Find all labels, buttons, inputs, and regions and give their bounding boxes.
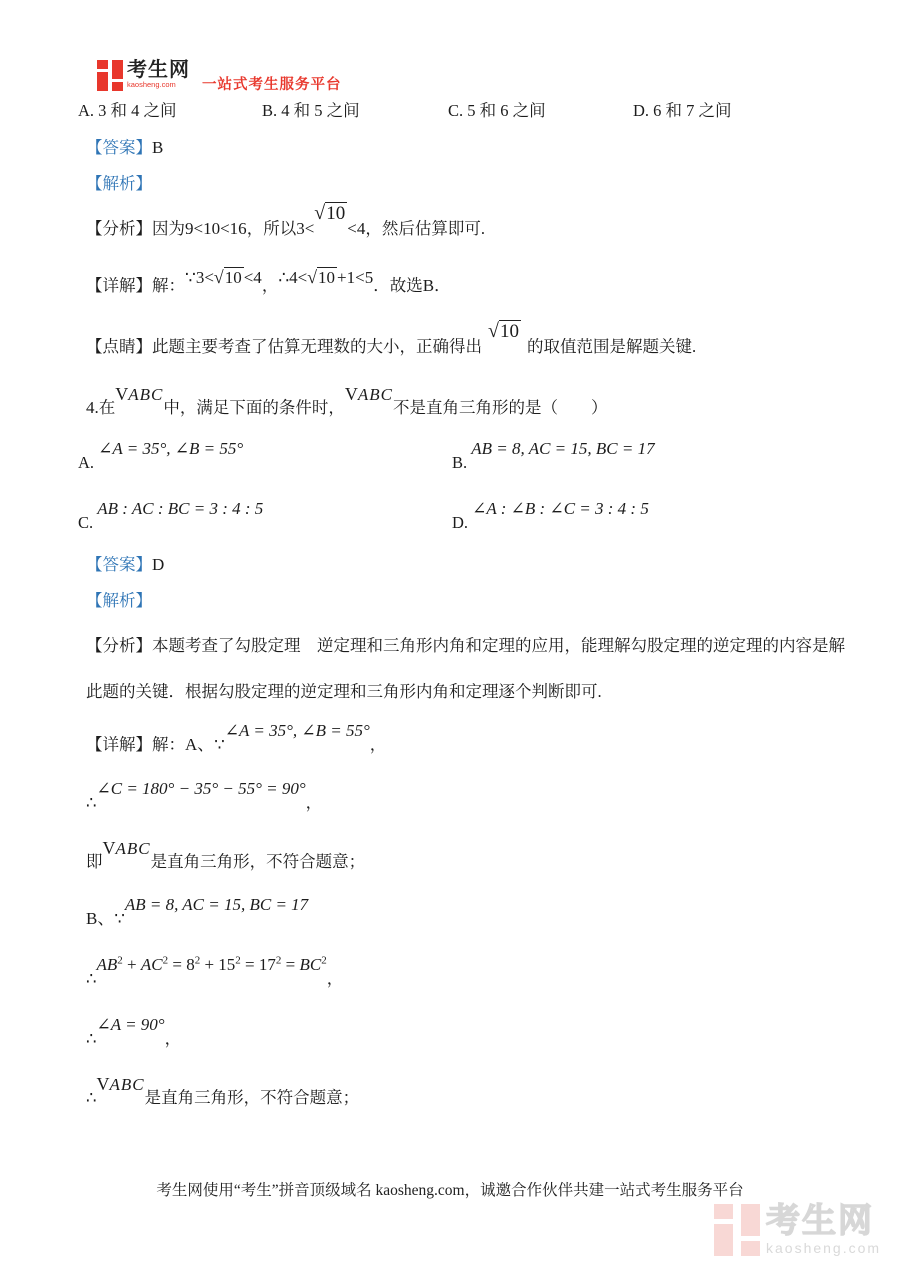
- comma: ，: [261, 276, 279, 295]
- exponent: 2: [321, 954, 327, 967]
- kaosheng-watermark-icon: [714, 1204, 760, 1256]
- q4-option-a: [78, 439, 244, 474]
- formula-group: [185, 266, 262, 288]
- comma: ，: [369, 735, 387, 754]
- radicand: 10: [224, 268, 242, 287]
- xiangjie-label: 【详解】: [86, 276, 152, 295]
- therefore-symbol: ∴: [86, 1088, 97, 1107]
- exponent: 2: [235, 954, 241, 967]
- q3-option-d: [633, 101, 732, 122]
- formula: <4: [347, 219, 366, 238]
- therefore-symbol: ∴: [86, 793, 97, 812]
- q4-detail-line6: [86, 1015, 182, 1050]
- q3-jiexi-line: [86, 174, 152, 195]
- formula: ∠C = 180° − 35° − 55° = 90°: [96, 779, 306, 798]
- radicand: 10: [326, 203, 346, 224]
- option-formula: AB = 8, AC = 15, BC = 17: [471, 439, 655, 458]
- fenxi-label: 【分析】: [86, 636, 152, 655]
- formula: ∠A = 35°, ∠B = 55°: [224, 721, 370, 740]
- text: 解：: [152, 276, 185, 295]
- term: + 15: [200, 955, 236, 974]
- because-symbol: ∵: [114, 909, 125, 928]
- option-label: C.: [448, 101, 464, 120]
- option-formula: ∠A = 35°, ∠B = 55°: [98, 439, 244, 458]
- text: 是直角三角形，不符合题意；: [144, 1088, 360, 1107]
- watermark-brand: 考生网: [766, 1202, 874, 1240]
- text: 是直角三角形，不符合题意；: [150, 852, 366, 871]
- exponent: 2: [194, 954, 201, 967]
- because-symbol: ∵: [214, 735, 225, 754]
- case-label: A、: [185, 735, 215, 754]
- sqrt-10: [314, 201, 347, 226]
- text: 即: [86, 852, 103, 871]
- comma: ，: [164, 1029, 182, 1048]
- triangle-abc: [97, 1073, 145, 1096]
- q4-detail-line7: [86, 1074, 360, 1109]
- header-logo: [97, 60, 342, 94]
- formula: 3<: [195, 268, 214, 287]
- q3-fenxi-line: [86, 202, 485, 241]
- case-label: B、: [86, 909, 115, 928]
- fenxi-label: 【分析】: [86, 219, 152, 238]
- sqrt-10: √10: [307, 267, 336, 287]
- period: ．: [373, 276, 390, 295]
- q4-fenxi-line2: [86, 682, 602, 703]
- option-label: A.: [78, 101, 95, 120]
- kaosheng-logo-icon: [97, 60, 123, 91]
- triangle-vertices: ABC: [109, 1075, 145, 1094]
- text: 本题考查了勾股定理 逆定理和三角形内角和定理的应用，能理解勾股定理的逆定理的内容是解: [152, 636, 845, 655]
- xiangjie-label: 【详解】: [86, 735, 152, 754]
- triangle-abc: [115, 383, 163, 406]
- logo-brand: 考生网: [127, 59, 190, 81]
- text: 解：: [152, 735, 185, 754]
- chosen-answer: B: [422, 276, 435, 295]
- q4-detail-line1: [86, 721, 387, 756]
- logo-text-column: [127, 60, 190, 91]
- option-label: B.: [452, 453, 468, 472]
- option-formula: ∠A : ∠B : ∠C = 3 : 4 : 5: [472, 499, 649, 518]
- option-text: 6 和 7 之间: [653, 101, 732, 120]
- text: 在: [98, 398, 116, 417]
- therefore-symbol: ∴: [86, 1029, 97, 1048]
- triangle-abc: [103, 837, 151, 860]
- jiexi-label: 【解析】: [86, 174, 152, 193]
- formula: +1<5: [337, 268, 374, 287]
- option-formula: AB : AC : BC = 3 : 4 : 5: [97, 499, 264, 518]
- term: AC: [140, 955, 163, 974]
- q3-xiangjie-line: [86, 267, 451, 297]
- operator: +: [122, 955, 141, 974]
- text: 中，满足下面的条件时，: [163, 398, 345, 417]
- text: ，所以: [246, 219, 297, 238]
- term: = 8: [168, 955, 195, 974]
- q4-stem: [86, 384, 608, 419]
- term: BC: [299, 955, 322, 974]
- text: 不是直角三角形的是（ ）: [392, 398, 608, 417]
- radicand: 10: [499, 321, 519, 342]
- q3-option-a: [78, 101, 177, 122]
- radicand: 10: [318, 268, 336, 287]
- formula: AB = 8, AC = 15, BC = 17: [124, 895, 309, 914]
- sqrt-10: √10: [213, 267, 242, 287]
- exponent: 2: [275, 954, 282, 967]
- logo-tagline: 一站式考生服务平台: [202, 77, 342, 93]
- operator: =: [281, 955, 300, 974]
- formula: [97, 954, 327, 975]
- formula: <4: [243, 268, 262, 287]
- triangle-vertices: ABC: [115, 839, 151, 858]
- q3-dianjing-line: [86, 320, 697, 359]
- text: 此题的关键．根据勾股定理的逆定理和三角形内角和定理逐个判断即可.: [86, 682, 602, 701]
- radical-sign: √: [314, 202, 326, 224]
- option-label: A.: [78, 453, 95, 472]
- triangle-symbol: V: [115, 384, 129, 404]
- q4-detail-line5: [86, 954, 344, 990]
- text: 因为: [152, 219, 185, 238]
- text: 故选: [389, 276, 423, 295]
- option-text: 3 和 4 之间: [98, 101, 177, 120]
- period: ．: [434, 276, 451, 295]
- q4-answer-line: [86, 554, 164, 576]
- exponent: 2: [162, 954, 169, 967]
- q3-option-c: [448, 101, 546, 122]
- therefore-symbol: ∴: [278, 268, 290, 287]
- option-label: D.: [452, 513, 469, 532]
- triangle-abc: [345, 383, 393, 406]
- question-number: 4.: [86, 398, 99, 417]
- formula: ∠A = 90°: [96, 1015, 165, 1034]
- watermark-logo: [714, 1204, 881, 1256]
- option-label: D.: [633, 101, 650, 120]
- footer-slogan: 考生网使用“考生”拼音顶级域名 kaosheng.com，诚邀合作伙伴共建一站式考生服务平台: [156, 1182, 744, 1199]
- triangle-vertices: ABC: [128, 385, 164, 404]
- watermark-text-column: [766, 1204, 881, 1256]
- formula: 9<10<16: [185, 219, 247, 238]
- text: ，然后估算即可.: [365, 219, 485, 238]
- triangle-symbol: V: [96, 1074, 110, 1094]
- comma: ，: [305, 793, 323, 812]
- text: 此题主要考查了估算无理数的大小，正确得出: [152, 337, 482, 356]
- comma: ，: [326, 969, 344, 988]
- q3-answer-line: [86, 137, 163, 159]
- q4-option-c: [78, 499, 264, 534]
- jiexi-label: 【解析】: [86, 591, 152, 610]
- q4-jiexi-line: [86, 591, 152, 612]
- triangle-vertices: ABC: [357, 385, 393, 404]
- sqrt-10: √10: [488, 320, 519, 342]
- therefore-symbol: ∴: [86, 969, 97, 988]
- answer-value: D: [152, 555, 165, 574]
- formula-group: [278, 266, 373, 288]
- formula: 3<: [296, 219, 315, 238]
- q4-detail-line3: [86, 838, 366, 873]
- watermark-domain: kaosheng.com: [766, 1240, 882, 1256]
- formula: 4<: [289, 268, 308, 287]
- option-text: 4 和 5 之间: [281, 101, 360, 120]
- text: 的取值范围是解题关键.: [526, 337, 697, 356]
- answer-value: B: [152, 138, 164, 157]
- option-text: 5 和 6 之间: [467, 101, 546, 120]
- option-label: B.: [262, 101, 278, 120]
- because-symbol: ∵: [185, 268, 196, 287]
- q4-detail-line2: [86, 779, 323, 814]
- logo-domain: kaosheng.com: [127, 80, 176, 89]
- dianjing-label: 【点睛】: [86, 337, 152, 356]
- triangle-symbol: V: [102, 838, 116, 858]
- answer-label: 【答案】: [86, 555, 152, 574]
- q4-detail-line4: [86, 895, 309, 930]
- q4-option-b: [452, 439, 655, 474]
- triangle-symbol: V: [344, 384, 358, 404]
- answer-label: 【答案】: [86, 138, 152, 157]
- term: = 17: [240, 955, 276, 974]
- q4-fenxi-line1: [86, 636, 845, 657]
- term: AB: [96, 955, 118, 974]
- exponent: 2: [117, 954, 123, 967]
- q3-option-b: [262, 101, 360, 122]
- option-label: C.: [78, 513, 94, 532]
- q4-option-d: [452, 499, 649, 534]
